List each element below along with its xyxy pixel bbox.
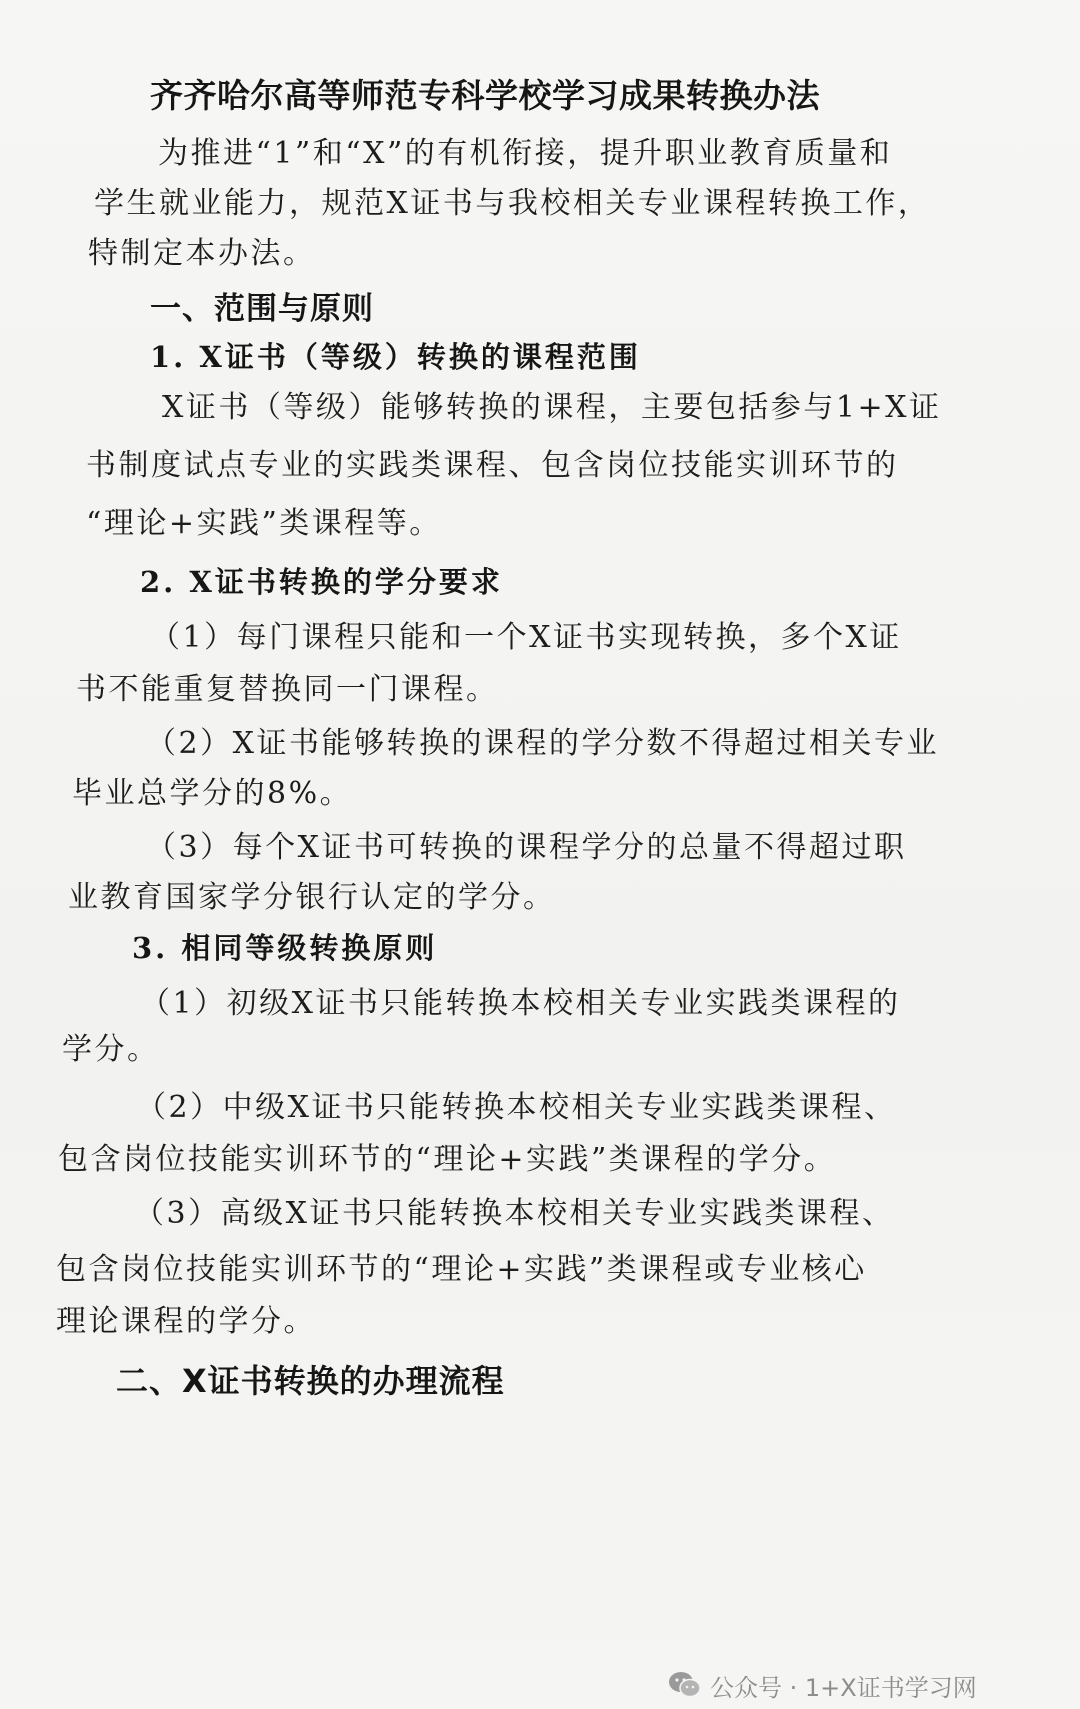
sub1-line-1: X证书（等级）能够转换的课程，主要包括参与1+X证 <box>162 390 942 425</box>
sub3-item2-line-2: 包含岗位技能实训环节的“理论+实践”类课程的学分。 <box>58 1142 837 1177</box>
intro-line-2: 学生就业能力，规范X证书与我校相关专业课程转换工作， <box>94 186 931 221</box>
intro-line-3: 特制定本办法。 <box>88 236 316 271</box>
wechat-icon <box>668 1670 702 1700</box>
sub1-line-2: 书制度试点专业的实践类课程、包含岗位技能实训环节的 <box>86 448 899 483</box>
sub3-item1-line-2: 学分。 <box>62 1032 160 1067</box>
sub2-item1-line-1: （1）每门课程只能和一个X证书实现转换，多个X证 <box>150 620 902 655</box>
subsection-1-heading: 1. X证书（等级）转换的课程范围 <box>150 340 641 374</box>
sub3-item3-line-1: （3）高级X证书只能转换本校相关专业实践类课程、 <box>134 1196 895 1231</box>
sub2-item2-line-2: 毕业总学分的8%。 <box>72 776 353 811</box>
section-2-heading: 二、X证书转换的办理流程 <box>116 1362 505 1400</box>
document-title: 齐齐哈尔高等师范专科学校学习成果转换办法 <box>150 76 820 115</box>
subsection-2-heading: 2. X证书转换的学分要求 <box>140 565 503 599</box>
section-1-heading: 一、范围与原则 <box>150 291 374 327</box>
sub2-item3-line-1: （3）每个X证书可转换的课程学分的总量不得超过职 <box>146 830 907 865</box>
subsection-3-heading: 3. 相同等级转换原则 <box>132 931 438 965</box>
sub3-item3-line-3: 理论课程的学分。 <box>56 1304 316 1339</box>
sub2-item3-line-2: 业教育国家学分银行认定的学分。 <box>68 880 556 915</box>
sub3-item3-line-2: 包含岗位技能实训环节的“理论+实践”类课程或专业核心 <box>56 1252 867 1287</box>
sub1-line-3: “理论+实践”类课程等。 <box>86 506 442 541</box>
watermark-text: 公众号 · 1+X证书学习网 <box>710 1673 977 1702</box>
sub3-item2-line-1: （2）中级X证书只能转换本校相关专业实践类课程、 <box>136 1090 897 1125</box>
sub3-item1-line-1: （1）初级X证书只能转换本校相关专业实践类课程的 <box>140 986 901 1021</box>
sub2-item1-line-2: 书不能重复替换同一门课程。 <box>76 672 499 707</box>
sub2-item2-line-1: （2）X证书能够转换的课程的学分数不得超过相关专业 <box>146 726 939 761</box>
watermark <box>668 1668 977 1702</box>
intro-line-1: 为推进“1”和“X”的有机衔接，提升职业教育质量和 <box>158 136 893 171</box>
